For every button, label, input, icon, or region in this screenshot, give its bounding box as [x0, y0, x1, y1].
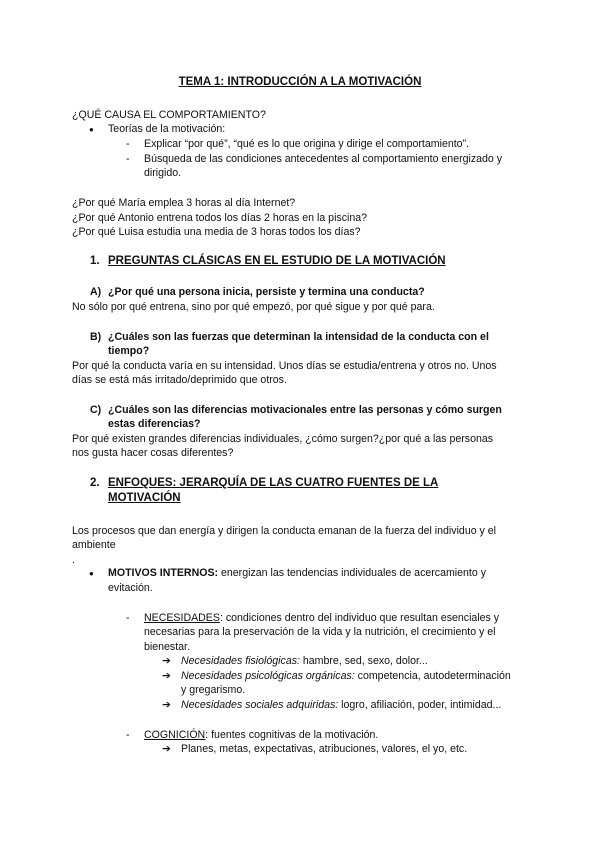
- question-b-line2: tiempo?: [108, 345, 150, 357]
- question-b-letter: B): [90, 331, 102, 343]
- intro-sub-1: Explicar “por qué”, “qué es lo que origina y dirige el comportamiento”.: [144, 138, 470, 150]
- dash-icon: -: [126, 153, 130, 165]
- question-c-line1: ¿Cuáles son las diferencias motivacionales entre las personas y cómo surgen: [108, 404, 502, 416]
- cognicion-line: [144, 728, 378, 742]
- arrow-icon: ➔: [162, 743, 171, 755]
- answer-c-line1: Por qué existen grandes diferencias individuales, ¿cómo surgen?¿por qué a las personas: [72, 433, 494, 445]
- stray-dot: .: [72, 554, 75, 566]
- section-2-para-line2: ambiente: [72, 539, 116, 551]
- dash-icon: -: [126, 729, 130, 741]
- section-1-number: 1.: [90, 255, 100, 267]
- need-label: Necesidades psicológicas orgánicas:: [181, 670, 355, 682]
- page-title: TEMA 1: INTRODUCCIÓN A LA MOTIVACIÓN: [178, 76, 422, 88]
- motivos-internos-label: MOTIVOS INTERNOS:: [108, 567, 219, 579]
- need-text: competencia, autodeterminación: [354, 670, 511, 682]
- need-text: hambre, sed, sexo, dolor...: [299, 655, 428, 667]
- motivos-internos-line1: [108, 566, 486, 580]
- question-a-letter: A): [90, 286, 102, 298]
- arrow-icon: ➔: [162, 670, 171, 682]
- bullet-icon: ●: [89, 125, 94, 134]
- need-item-social: [181, 698, 501, 712]
- answer-b-line1: Por qué la conducta varía en su intensidad. Unos días se estudia/entrena y otros no. Unos: [72, 360, 497, 372]
- question-c-line2: estas diferencias?: [108, 418, 201, 430]
- bullet-icon: ●: [89, 569, 94, 578]
- answer-a: No sólo por qué entrena, sino por qué empezó, por qué sigue y por qué para.: [72, 301, 435, 313]
- section-2-heading-line2: MOTIVACIÓN: [108, 492, 181, 504]
- motivos-internos-line2: evitación.: [108, 582, 153, 594]
- necesidades-text: : condiciones dentro del individuo que resultan esenciales y: [219, 612, 500, 624]
- intro-question: ¿QUÉ CAUSA EL COMPORTAMIENTO?: [72, 109, 266, 121]
- cognicion-text: : fuentes cognitivas de la motivación.: [205, 729, 379, 741]
- answer-b-line2: días se está más irritado/deprimido que otros.: [72, 374, 287, 386]
- necesidades-label: NECESIDADES: [144, 612, 220, 624]
- cognicion-item: Planes, metas, expectativas, atribuciones, valores, el yo, etc.: [181, 743, 468, 755]
- section-2-heading-line1: ENFOQUES: JERARQUÍA DE LAS CUATRO FUENTES DE LA: [108, 477, 439, 489]
- arrow-icon: ➔: [162, 655, 171, 667]
- example-question: ¿Por qué Luisa estudia una media de 3 horas todos los días?: [72, 226, 361, 238]
- question-c-letter: C): [90, 404, 102, 416]
- answer-c-line2: nos gusta hacer cosas diferentes?: [72, 447, 234, 459]
- section-2-number: 2.: [90, 477, 100, 489]
- question-b-line1: ¿Cuáles son las fuerzas que determinan la intensidad de la conducta con el: [108, 331, 489, 343]
- example-question: ¿Por qué Antonio entrena todos los días 2 horas en la piscina?: [72, 212, 368, 224]
- need-label: Necesidades fisiológicas:: [181, 655, 300, 667]
- dash-icon: -: [126, 612, 130, 624]
- section-2-para-line1: Los procesos que dan energía y dirigen la conducta emanan de la fuerza del individuo y el: [72, 525, 497, 537]
- intro-sub-2-line1: Búsqueda de las condiciones antecedentes al comportamiento energizado y: [144, 153, 503, 165]
- motivos-internos-text: energizan las tendencias individuales de acercamiento y: [218, 567, 487, 579]
- need-label: Necesidades sociales adquiridas:: [181, 699, 339, 711]
- necesidades-line2: necesarias para la preservación de la vida y la nutrición, el crecimiento y el: [144, 626, 496, 638]
- question-a: ¿Por qué una persona inicia, persiste y termina una conducta?: [108, 286, 425, 298]
- dash-icon: -: [126, 138, 130, 150]
- intro-bullet: Teorías de la motivación:: [108, 123, 226, 135]
- need-item-physiological: [181, 654, 428, 668]
- cognicion-label: COGNICIÓN: [144, 729, 206, 741]
- intro-sub-2-line2: dirigido.: [144, 167, 182, 179]
- necesidades-line3: bienestar.: [144, 641, 190, 653]
- example-question: ¿Por qué María emplea 3 horas al día Internet?: [72, 197, 296, 209]
- section-1-heading: PREGUNTAS CLÁSICAS EN EL ESTUDIO DE LA MOTIVACIÓN: [108, 255, 446, 267]
- need-text: logro, afiliación, poder, intimidad...: [338, 699, 502, 711]
- necesidades-line1: [144, 611, 499, 625]
- arrow-icon: ➔: [162, 699, 171, 711]
- need-item-psychological-cont: y gregarismo.: [181, 684, 246, 696]
- need-item-psychological: [181, 669, 511, 683]
